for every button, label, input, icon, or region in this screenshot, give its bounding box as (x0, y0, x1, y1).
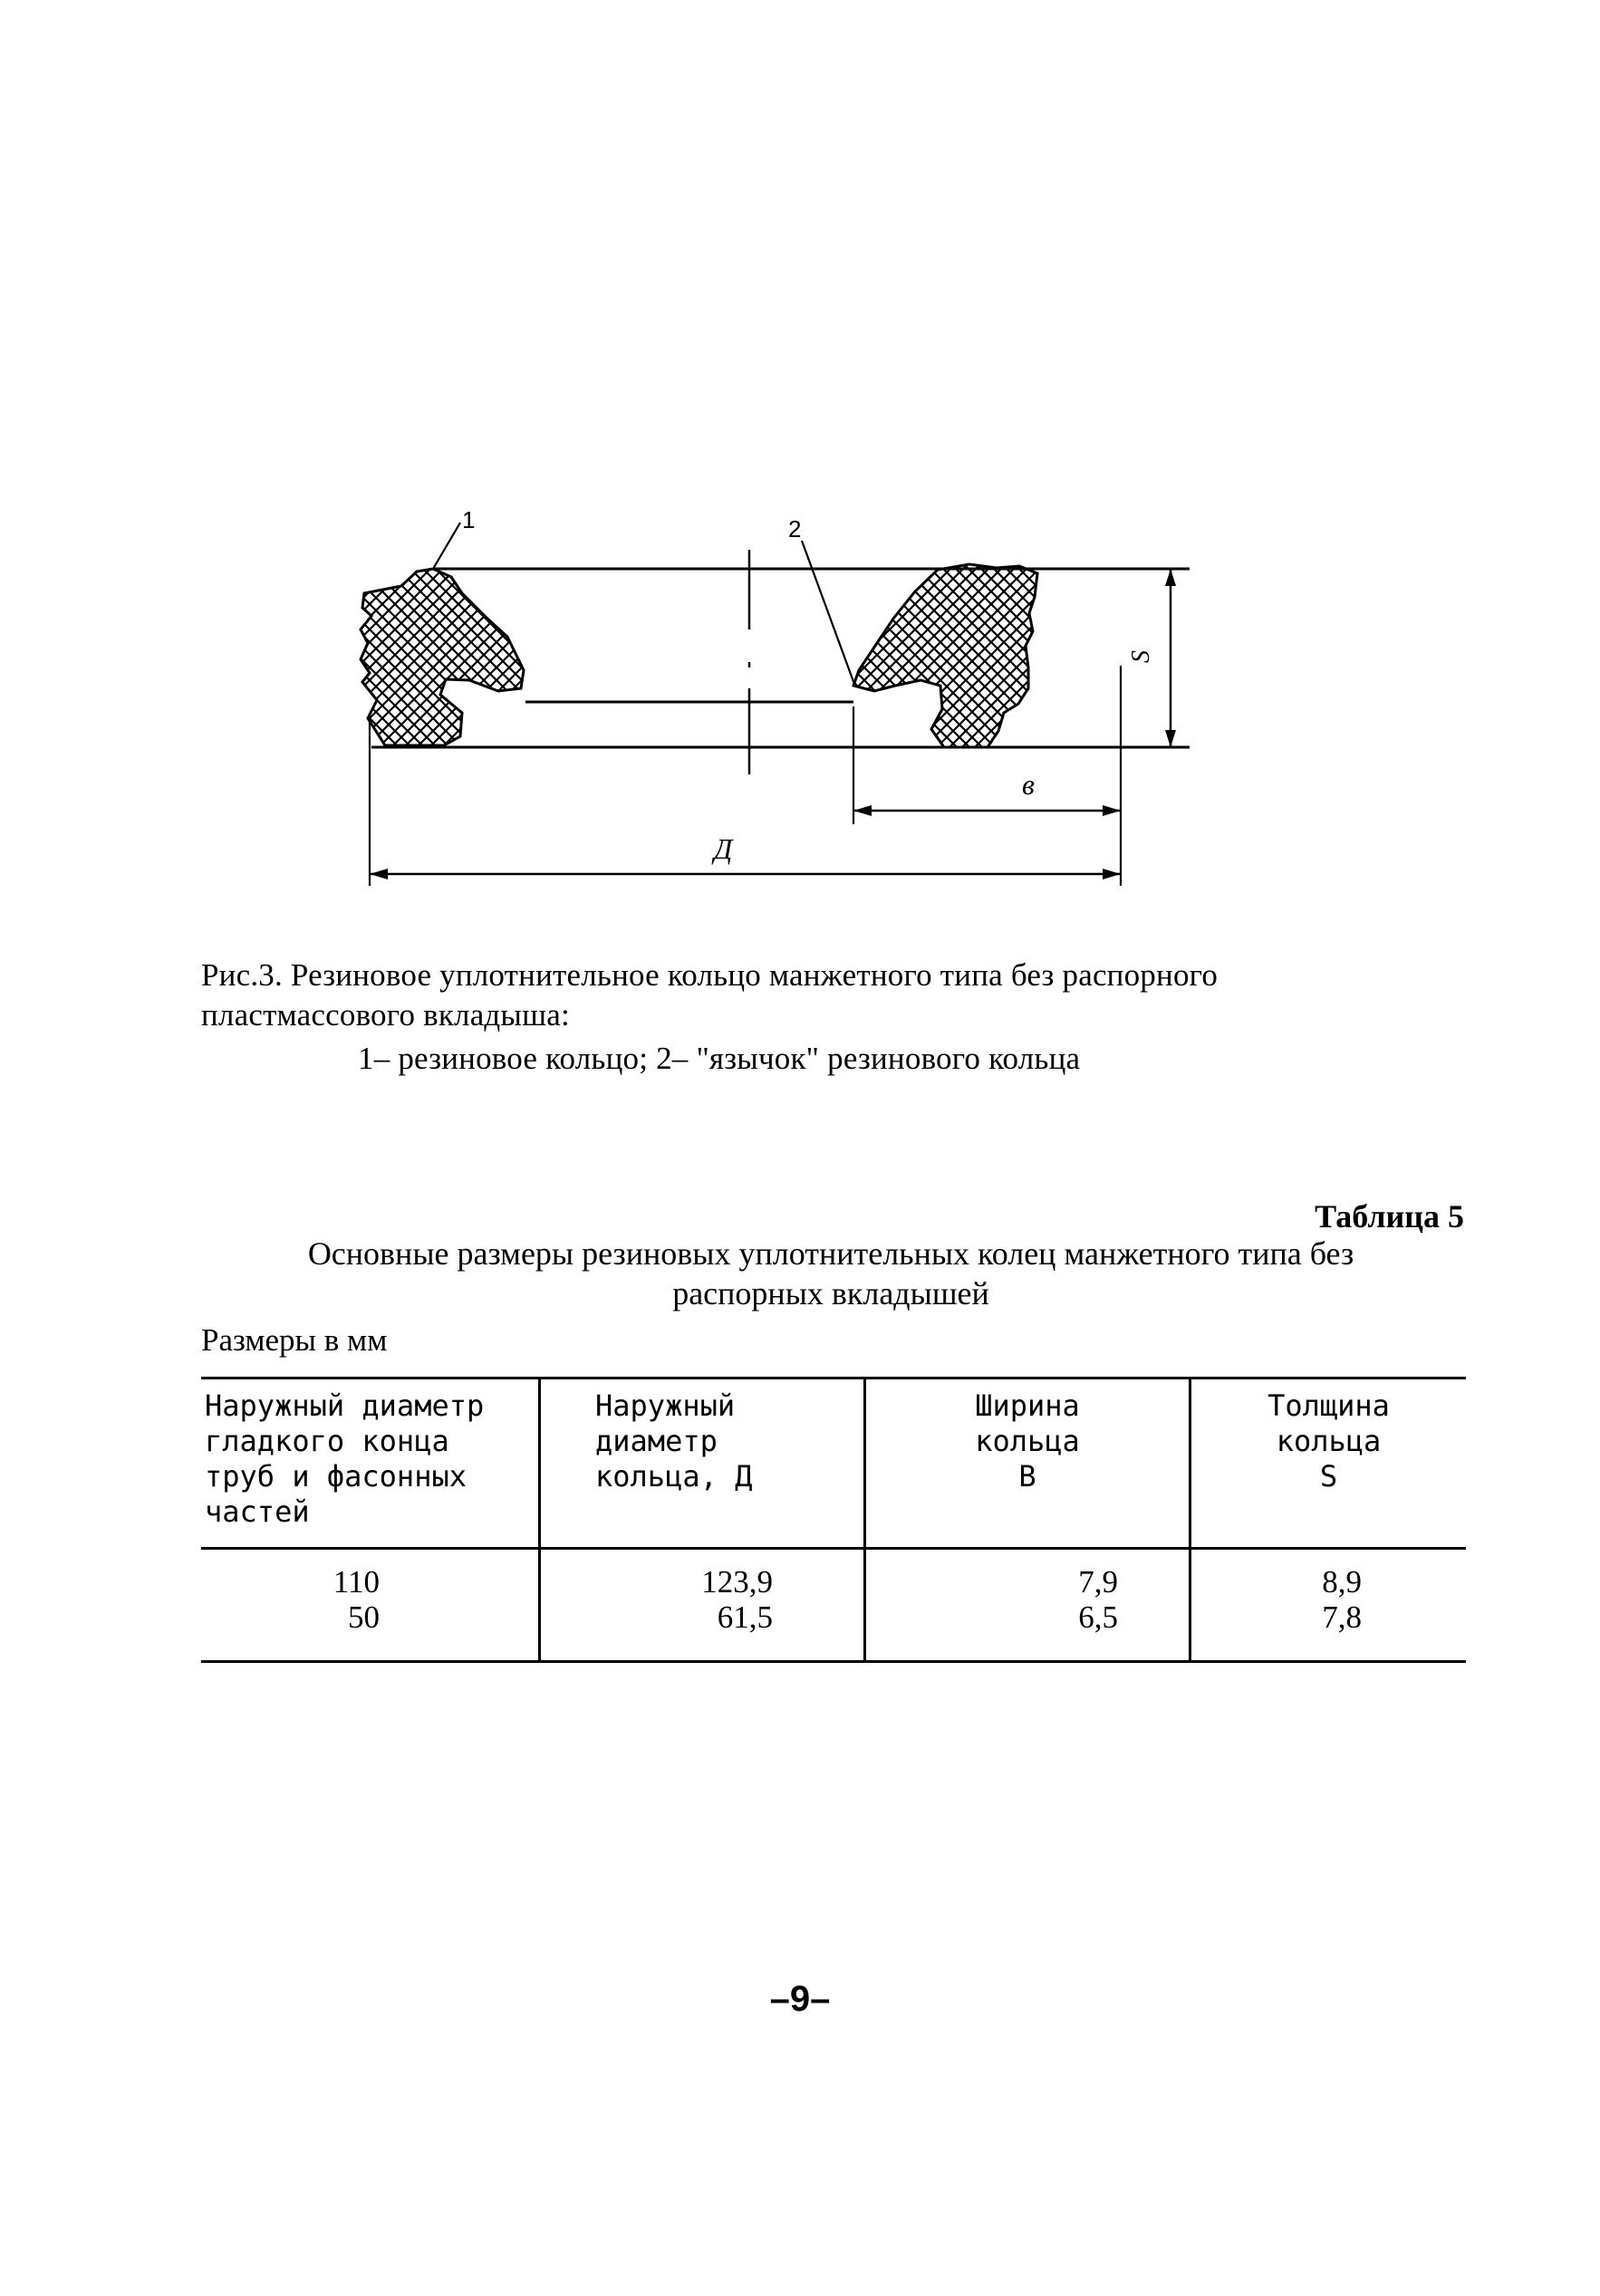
header-ring-width (863, 1379, 1189, 1547)
figure-caption-line-2: пластмассового вкладыша: (201, 997, 570, 1033)
header-text: кольца (975, 1424, 1080, 1458)
header-text: труб и фасонных (205, 1459, 467, 1494)
header-text: S (1319, 1459, 1338, 1494)
figure-caption-legend: 1– резиновое кольцо; 2– "язычок" резинового кольца (358, 1041, 1081, 1076)
table-cell: 110 (333, 1564, 380, 1600)
table-cell: 61,5 (717, 1600, 773, 1635)
left-ring-section (361, 569, 524, 745)
column-ring-thickness-values (1189, 1550, 1466, 1660)
header-text: кольца (1276, 1424, 1382, 1458)
table-cell: 50 (348, 1600, 380, 1635)
gasket-cross-section-diagram (344, 503, 1214, 906)
callout-1: 1 (462, 506, 476, 533)
dimension-label-b: в (1022, 768, 1035, 801)
figure-caption-line-1: Рис.3. Резиновое уплотнительное кольцо манжетного типа без распорного (201, 957, 1219, 993)
table-header-row (201, 1379, 1466, 1550)
table-body (201, 1550, 1466, 1660)
table-cell: 8,9 (1322, 1564, 1362, 1600)
table-title-line-2: распорных вкладышей (672, 1275, 989, 1311)
dimension-label-s: S (1127, 650, 1155, 663)
header-text: гладкого конца (205, 1424, 449, 1458)
gasket-drawing (344, 503, 1214, 906)
table-cell: 123,9 (701, 1564, 773, 1600)
header-pipe-outer-diameter (201, 1379, 538, 1547)
header-ring-thickness (1189, 1379, 1466, 1547)
right-ring-section (853, 564, 1037, 747)
table-title-line-1: Основные размеры резиновых уплотнительных колец манжетного типа без (307, 1235, 1354, 1272)
header-text: кольца, Д (595, 1459, 753, 1494)
table-title (201, 1234, 1460, 1313)
column-ring-diameter-values (538, 1550, 863, 1660)
header-text: В (1018, 1459, 1036, 1494)
header-text: Наружный диаметр (205, 1388, 485, 1423)
page-number: –9– (769, 1979, 831, 2019)
header-text: Ширина (975, 1388, 1080, 1423)
table-cell: 7,8 (1322, 1600, 1362, 1635)
header-text: Наружный (595, 1388, 736, 1423)
column-ring-width-values (863, 1550, 1189, 1660)
column-pipe-diameter-values (201, 1550, 538, 1660)
table-units-note: Размеры в мм (201, 1322, 388, 1358)
header-text: диаметр (595, 1424, 718, 1458)
dimensions-table (201, 1377, 1466, 1663)
header-ring-outer-diameter (538, 1379, 863, 1547)
header-text: частей (205, 1494, 310, 1529)
table-cell: 6,5 (1078, 1600, 1118, 1635)
callout-2: 2 (788, 515, 802, 543)
table-number: Таблица 5 (1315, 1198, 1464, 1234)
dimension-label-d: Д (714, 832, 733, 865)
table-cell: 7,9 (1078, 1564, 1118, 1600)
header-text: Толщина (1267, 1388, 1390, 1423)
